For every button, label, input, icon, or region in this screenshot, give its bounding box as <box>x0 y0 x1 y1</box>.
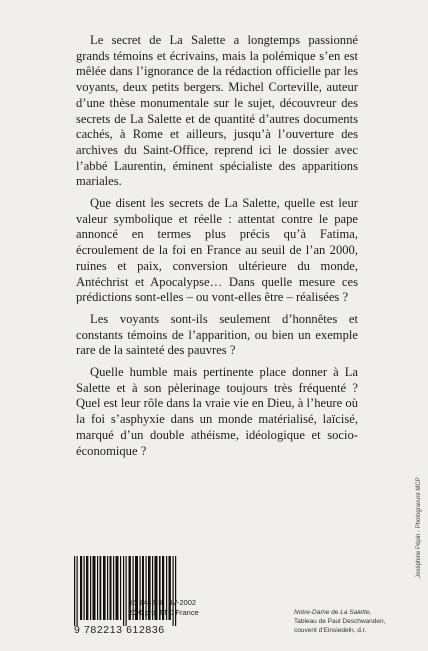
price: 20 € <box>128 608 143 617</box>
barcode-digits: 9 782213 612836 <box>74 624 165 636</box>
book-info <box>128 598 199 618</box>
caption-title: Notre-Dame de La Salette, <box>294 609 372 616</box>
edition-date: IV-2002 <box>170 598 197 607</box>
caption-line-3: couvent d’Einsiedeln, d.r. <box>294 627 367 634</box>
paragraph-4: Quelle humble mais pertinente place donner à La Salette et à son pèlerinage toujours très fréquenté ? Quel est leur rôle dans la vraie vie en Dieu, à l’heure où la foi s’asphyxie dans un monde matérialisé, laïcisé, marqué d’un double athéisme, idéologique et socio-économique ? <box>76 365 358 458</box>
info-code-row <box>128 598 199 608</box>
blurb <box>76 33 358 465</box>
photo-credit: Joséphine Pépin - Photogravure MCP <box>416 477 422 578</box>
barcode-block <box>72 556 180 636</box>
paragraph-3: Les voyants sont-ils seulement d’honnêtes et constants témoins de l’apparition, ou bien un exemple rare de la sainteté des pauvres ? <box>76 311 358 358</box>
paragraph-1: Le secret de La Salette a longtemps passionné grands témoins et écrivains, mais la polémique s’en est mêlée dans l’ignorance de la rédaction officielle par les voyants, deux petits bergers. Michel Corteville, auteur d’une thèse monumentale sur le sujet, découvreur des secrets de La Salette et de quantité d’autres documents cachés, à Rome et ailleurs, jusqu’à l’ouverture des archives du Saint-Office, reprend ici le dossier avec l’abbé Laurentin, éminent spécialiste des apparitions mariales. <box>76 33 358 189</box>
paragraph-2: Que disent les secrets de La Salette, quelle est leur valeur symbolique et réelle : attentat contre le pape annoncé en termes plus précis qu’à Fatima, écroulement de la foi en France au seuil de l’an 2000, ruines et paix, conversion ultérieure du monde, Antéchrist et Apocalypse… Dans quelle mesure ces prédictions sont-elles – ou vont-elles être – réalisées ? <box>76 196 358 305</box>
catalog-code: 35-1483-3 <box>128 598 163 607</box>
price-suffix: prix TTC France <box>144 608 199 617</box>
info-price-row <box>128 608 199 618</box>
cover-caption <box>294 608 385 635</box>
caption-line-2: Tableau de Paul Deschwanden, <box>294 618 386 625</box>
